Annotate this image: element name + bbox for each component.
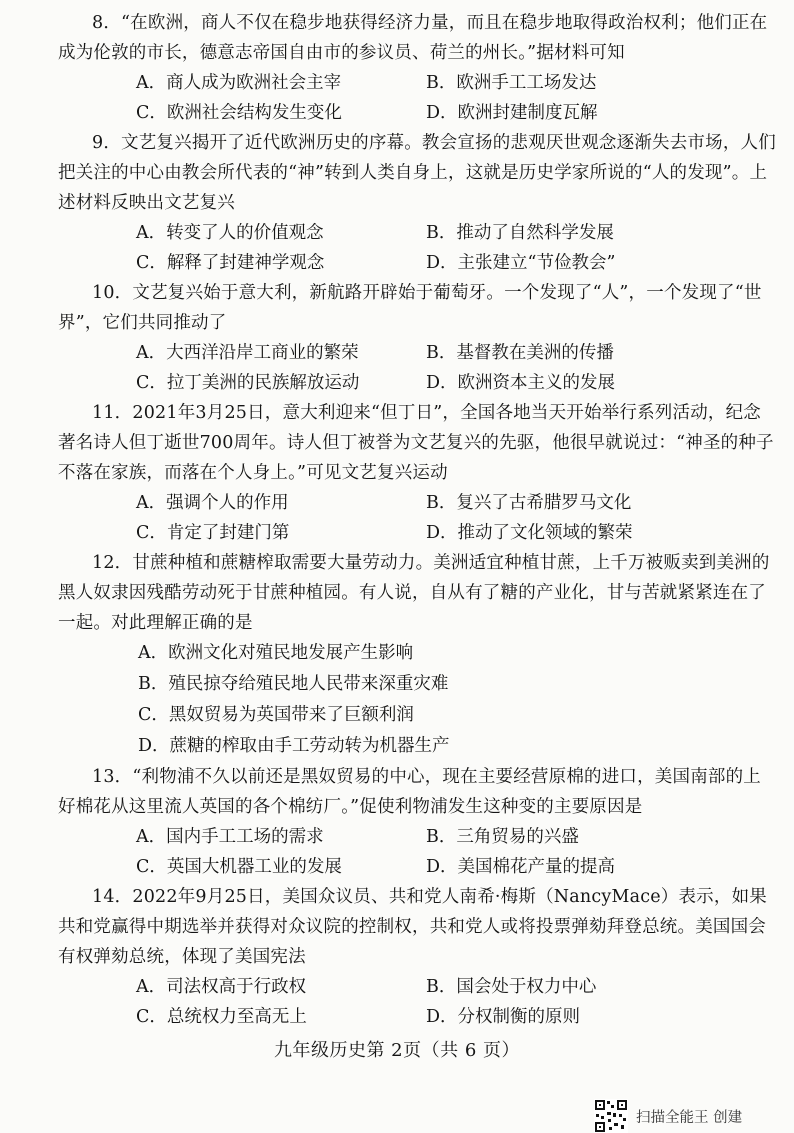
option-b[interactable]: B．复兴了古希腊罗马文化	[426, 493, 632, 513]
option-d[interactable]: D．欧洲资本主义的发展	[426, 373, 616, 393]
options	[58, 68, 776, 128]
watermark-text: 扫描全能王 创建	[636, 1109, 743, 1126]
option-d[interactable]: D．分权制衡的原则	[426, 1007, 581, 1027]
option-a[interactable]: A．强调个人的作用	[136, 493, 289, 513]
options	[58, 972, 776, 1032]
option-b[interactable]: B．欧洲手工工场发达	[426, 73, 597, 93]
option-a[interactable]: A．商人成为欧洲社会主宰	[136, 73, 342, 93]
option-d[interactable]: D．美国棉花产量的提高	[426, 857, 616, 877]
question-text: 14．2022年9月25日，美国众议员、共和党人南希·梅斯（NancyMace）表示，如果共和党赢得中期选举并获得对众议院的控制权，共和党人或将投票弹劾拜登总统。美国国会有权弹劾总统，体现了美国宪法	[58, 887, 767, 967]
question-10	[58, 278, 776, 398]
page-footer: 九年级历史第 2页（共 6 页）	[273, 1040, 521, 1061]
qr-code-icon	[594, 1099, 628, 1133]
option-b[interactable]: B．三角贸易的兴盛	[426, 827, 579, 847]
question-text: 12．甘蔗种植和蔗糖榨取需要大量劳动力。美洲适宜种植甘蔗，上千万被贩卖到美洲的黑人奴隶因残酷劳动死于甘蔗种植园。有人说，自从有了糖的产业化，甘与苦就紧紧连在了一起。对此理解正确的是	[58, 553, 770, 633]
question-14	[58, 882, 776, 1032]
option-a[interactable]: A．欧洲文化对殖民地发展产生影响	[138, 643, 414, 663]
option-c[interactable]: C．拉丁美洲的民族解放运动	[136, 373, 360, 393]
option-b[interactable]: B．基督教在美洲的传播	[426, 343, 614, 363]
scanner-watermark	[594, 1099, 742, 1133]
option-d[interactable]: D．蔗糖的榨取由手工劳动转为机器生产	[138, 736, 450, 756]
question-13	[58, 762, 776, 882]
options	[58, 488, 776, 548]
question-12	[58, 548, 776, 762]
options	[58, 822, 776, 882]
options	[58, 218, 776, 278]
question-11	[58, 398, 776, 548]
question-text: 11．2021年3月25日，意大利迎来“但丁日”，全国各地当天开始举行系列活动，纪念著名诗人但丁逝世700周年。诗人但丁被誉为文艺复兴的先驱，他很早就说过：“神圣的种子不落在家族，而落在个人身上。”可见文艺复兴运动	[58, 403, 774, 483]
question-8	[58, 8, 776, 128]
option-a[interactable]: A．国内手工工场的需求	[136, 827, 324, 847]
options	[58, 638, 776, 762]
question-text: 13．“利物浦不久以前还是黑奴贸易的中心，现在主要经营原棉的进口，美国南部的上好棉花从这里流人英国的各个棉纺厂。”促使利物浦发生这种变的主要原因是	[58, 767, 762, 817]
option-b[interactable]: B．殖民掠夺给殖民地人民带来深重灾难	[138, 674, 449, 694]
option-d[interactable]: D．推动了文化领域的繁荣	[426, 523, 633, 543]
option-a[interactable]: A．司法权高于行政权	[136, 977, 307, 997]
option-c[interactable]: C．英国大机器工业的发展	[136, 857, 342, 877]
question-text: 8．“在欧洲，商人不仅在稳步地获得经济力量，而且在稳步地取得政治权利；他们正在成为伦敦的市长，德意志帝国自由市的参议员、荷兰的州长。”据材料可知	[58, 13, 768, 63]
question-9	[58, 128, 776, 278]
option-d[interactable]: D．主张建立“节俭教会”	[426, 253, 616, 273]
option-b[interactable]: B．国会处于权力中心	[426, 977, 597, 997]
question-list	[58, 8, 776, 1032]
option-c[interactable]: C．欧洲社会结构发生变化	[136, 103, 342, 123]
option-d[interactable]: D．欧洲封建制度瓦解	[426, 103, 598, 123]
option-b[interactable]: B．推动了自然科学发展	[426, 223, 614, 243]
option-a[interactable]: A．大西洋沿岸工商业的繁荣	[136, 343, 359, 363]
option-a[interactable]: A．转变了人的价值观念	[136, 223, 324, 243]
question-text: 10．文艺复兴始于意大利，新航路开辟始于葡萄牙。一个发现了“人”，一个发现了“世界”，它们共同推动了	[58, 283, 762, 333]
question-text: 9．文艺复兴揭开了近代欧洲历史的序幕。教会宣扬的悲观厌世观念逐渐失去市场，人们把关注的中心由教会所代表的“神”转到人类自身上，这就是历史学家所说的“人的发现”。上述材料反映出文艺复兴	[58, 133, 776, 213]
option-c[interactable]: C．肯定了封建门第	[136, 523, 290, 543]
options	[58, 338, 776, 398]
option-c[interactable]: C．解释了封建神学观念	[136, 253, 325, 273]
option-c[interactable]: C．黑奴贸易为英国带来了巨额利润	[138, 705, 414, 725]
option-c[interactable]: C．总统权力至高无上	[136, 1007, 307, 1027]
